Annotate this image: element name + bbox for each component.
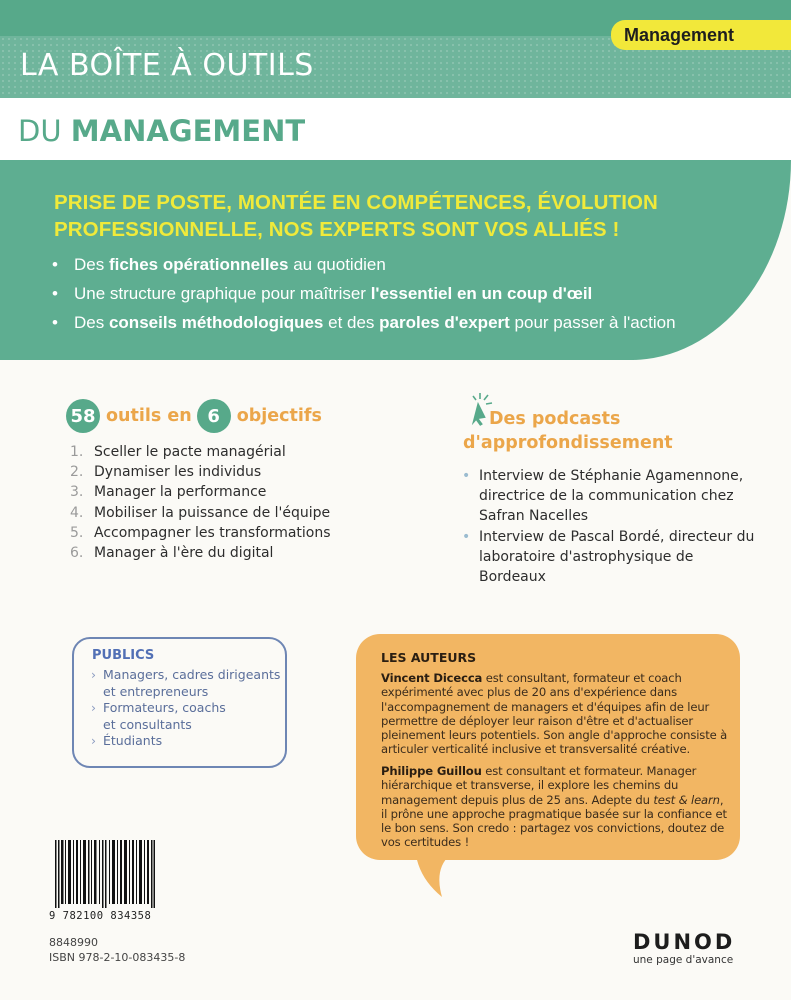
- objectives-count-badge: 6: [197, 399, 231, 433]
- objective-item: 1. Sceller le pacte managérial: [70, 444, 286, 460]
- podcasts-heading: [463, 407, 673, 455]
- objectives-heading: [66, 399, 327, 433]
- promo-feature-item: [52, 308, 676, 337]
- promo-feature-list: [52, 250, 676, 337]
- tools-count-badge: 58: [66, 399, 100, 433]
- category-badge: [611, 20, 791, 50]
- podcast-item: • Interview de Pascal Bordé, directeur du laboratoire d'astrophysique de Bordeaux: [462, 527, 762, 588]
- objective-item: 2. Dynamiser les individus: [70, 464, 262, 481]
- promo-headline: PRISE DE POSTE, MONTÉE EN COMPÉTENCES, ÉVOLUTION PROFESSIONNELLE, NOS EXPERTS SONT VOS ALLIÉS !: [54, 191, 658, 241]
- category-badge-label: Management: [624, 24, 735, 45]
- public-item: › Étudiants: [91, 733, 163, 748]
- barcode: [55, 840, 155, 908]
- podcast-item: • Interview de Stéphanie Agamennone, directrice de la communication chez Safran Nacelles: [462, 466, 762, 527]
- chevron-right-icon: ›: [91, 733, 96, 748]
- title-emphasis: MANAGEMENT: [70, 114, 306, 148]
- bullet-icon: •: [52, 313, 58, 332]
- promo-feature-text: Une structure graphique pour maîtriser l'essentiel en un coup d'œil: [74, 284, 593, 303]
- podcasts-list: [462, 466, 762, 587]
- reference-code: 8848990: [49, 936, 98, 949]
- publics-list: [91, 667, 283, 750]
- objectives-heading-text-2: objectifs: [236, 406, 322, 426]
- author-bio: Vincent Dicecca est consultant, formateur et coach expérimenté avec plus de 20 ans d'expérience dans l'accompagnement de managers et d'équipes afin de leur permettre de déployer leur raison d'être et d'actualiser pleinement leurs potentiels. Son angle d'approche consiste à articuler verticalité inclusive et transversalité créative.: [381, 671, 728, 757]
- podcasts-heading-line-1: Des podcasts: [489, 409, 621, 429]
- public-item: › Formateurs, coachs et consultants: [91, 700, 226, 732]
- speech-bubble-tail: [416, 855, 456, 897]
- author-name: Philippe Guillou: [381, 764, 482, 778]
- objectives-list: [70, 442, 331, 563]
- promo-feature-item: [52, 279, 676, 308]
- barcode-digits: 9 782100 834358: [49, 910, 152, 922]
- author-bio: Philippe Guillou est consultant et formateur. Manager hiérarchique et transverse, il explore les chemins du management depuis plus de 25 ans. Adepte du test & learn, il prône une approche pragmatique basée sur la confiance et le bon sens. Son credo : partagez vos convictions, doutez de vos certitudes !: [381, 764, 727, 850]
- bullet-icon: •: [462, 468, 471, 484]
- public-item: › Managers, cadres dirigeants et entrepreneurs: [91, 667, 281, 699]
- author-name: Vincent Dicecca: [381, 671, 483, 685]
- promo-feature-text: Des fiches opérationnelles au quotidien: [74, 255, 386, 274]
- publics-title: PUBLICS: [92, 648, 155, 663]
- objectives-heading-text-1: outils en: [106, 406, 192, 426]
- objective-item: 4. Mobiliser la puissance de l'équipe: [70, 504, 331, 521]
- bullet-icon: •: [462, 528, 471, 545]
- chevron-right-icon: ›: [91, 700, 96, 715]
- promo-feature-text: Des conseils méthodologiques et des paroles d'expert pour passer à l'action: [74, 313, 676, 332]
- authors-title: LES AUTEURS: [381, 650, 477, 665]
- book-title-line-1: LA BOÎTE À OUTILS: [20, 48, 314, 83]
- isbn: ISBN 978-2-10-083435-8: [49, 951, 186, 964]
- book-title-line-2: [18, 114, 305, 148]
- title-prefix: DU: [18, 114, 71, 148]
- objective-item: 3. Manager la performance: [70, 484, 267, 501]
- podcasts-heading-line-2: d'approfondissement: [463, 433, 673, 453]
- publisher-logo: DUNOD: [633, 930, 736, 954]
- publisher-tagline: une page d'avance: [633, 954, 734, 966]
- bullet-icon: •: [52, 255, 58, 274]
- promo-feature-item: [52, 250, 676, 279]
- bullet-icon: •: [52, 284, 58, 303]
- chevron-right-icon: ›: [91, 667, 96, 682]
- objective-item: 5. Accompagner les transformations: [70, 524, 331, 541]
- objective-item: 6. Manager à l'ère du digital: [70, 545, 274, 562]
